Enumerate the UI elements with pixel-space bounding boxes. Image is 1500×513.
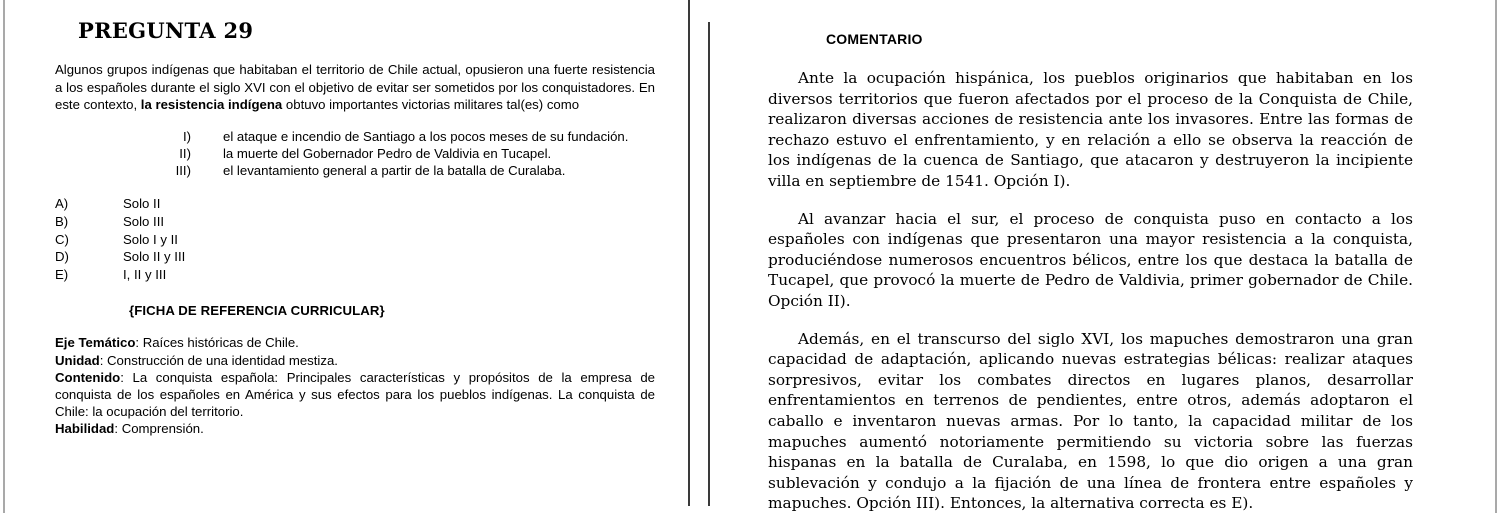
alternative-a-letter: A): [55, 196, 69, 212]
roman-option-i-text: el ataque e incendio de Santiago a los pocos meses de su fundación.: [223, 128, 629, 144]
ficha-value-unidad: Construcción de una identidad mestiza.: [107, 352, 338, 368]
ficha-body: [55, 334, 655, 437]
roman-option-iii-number: III): [175, 163, 191, 179]
commentary-paragraph-3: Además, en el transcurso del siglo XVI, los mapuches demostraron una gran capacidad de adaptación, aplicando nuevas estrategias bélicas: realizar ataques sorpresivos, evitar los combates directos en lugares planos, desarrollar enfrentamientos en terrenos de pendientes, entre otros, además adoptaron el caballo e inventaron nuevas armas. Por lo tanto, la capacidad militar de los mapuches aumentó notoriamente permitiendo su victoria sobre las fuerzas hispanas en la batalla de Curalaba, en 1598, lo que dio origen a una gran sublevación y condujo a la fijación de una línea de frontera entre españoles y mapuches. Opción III). Entonces, la alternativa correcta es E).: [768, 329, 1413, 513]
ficha-value-habilidad: Comprensión.: [121, 421, 204, 437]
ficha-sep-eje-tematico: :: [135, 335, 143, 351]
alternatives-list: [55, 195, 670, 283]
page-title: PREGUNTA 29: [78, 18, 254, 43]
ficha-sep-unidad: :: [99, 352, 108, 368]
question-stem-before: Algunos grupos indígenas que habitaban el territorio de Chile actual, opusieron una fuerte resistencia a los españoles durante el siglo XVI con el objetivo de evitar ser sometidos por los conquistadores. En este contexto,: [55, 62, 655, 113]
roman-option-ii-text: la muerte del Gobernador Pedro de Valdivia en Tucapel.: [223, 146, 552, 162]
alternative-c[interactable]: [55, 231, 670, 249]
roman-option-ii-number: II): [179, 146, 191, 162]
roman-option-ii: [55, 145, 655, 162]
alternative-e[interactable]: [55, 266, 670, 284]
ficha-label-eje-tematico: Eje Temático: [55, 335, 136, 351]
question-stem-after: obtuvo importantes victorias militares tal(es) como: [282, 97, 580, 113]
commentary-paragraph-2: Al avanzar hacia el sur, el proceso de conquista puso en contacto a los españoles con indígenas que presentaron una mayor resistencia a la conquista, produciéndose numerosos encuentros bélicos, entre los que destaca la batalla de Tucapel, que provocó la muerte de Pedro de Valdivia, primer gobernador de Chile. Opción II).: [768, 209, 1413, 310]
page-left-edge-rule: [3, 0, 5, 513]
alternative-d[interactable]: [55, 248, 670, 266]
alternative-b[interactable]: [55, 213, 670, 231]
ficha-row-eje-tematico: [55, 334, 655, 351]
alternative-a-text: Solo II: [123, 196, 161, 212]
alternative-d-letter: D): [55, 249, 69, 265]
alternative-c-text: Solo I y II: [123, 231, 178, 247]
alternative-a[interactable]: [55, 195, 670, 213]
roman-option-iii-text: el levantamiento general a partir de la batalla de Curalaba.: [223, 163, 566, 179]
page-right-edge-rule: [1495, 0, 1497, 513]
alternative-b-text: Solo III: [123, 214, 165, 230]
roman-option-list: [55, 128, 655, 180]
alternative-e-text: I, II y III: [123, 266, 167, 282]
alternative-e-letter: E): [55, 266, 69, 282]
commentary-title: COMENTARIO: [826, 31, 923, 47]
ficha-title: {FICHA DE REFERENCIA CURRICULAR}: [129, 303, 385, 319]
ficha-label-contenido: Contenido: [55, 369, 121, 385]
column-divider-inner: [708, 22, 710, 506]
alternative-d-text: Solo II y III: [123, 249, 186, 265]
question-stem-emphasis: la resistencia indígena: [140, 97, 283, 113]
roman-option-i: [55, 128, 655, 145]
ficha-row-unidad: [55, 352, 655, 369]
ficha-sep-habilidad: :: [114, 421, 122, 437]
roman-option-iii: [55, 162, 655, 179]
question-column: [55, 0, 670, 513]
ficha-value-contenido: La conquista española: Principales características y propósitos de la empresa de conquista de los españoles en América y sus efectos para los pueblos indígenas. La conquista de Chile: la ocupación del territorio.: [55, 369, 655, 420]
alternative-b-letter: B): [55, 214, 69, 230]
question-stem: [55, 61, 655, 114]
alternative-c-letter: C): [55, 231, 69, 247]
ficha-value-eje-tematico: Raíces históricas de Chile.: [142, 335, 299, 351]
ficha-label-habilidad: Habilidad: [55, 421, 115, 437]
roman-option-i-number: I): [182, 128, 191, 144]
ficha-row-habilidad: [55, 420, 655, 437]
commentary-column: [768, 0, 1413, 513]
column-divider-outer: [688, 0, 690, 506]
commentary-paragraph-1: Ante la ocupación hispánica, los pueblos originarios que habitaban en los diversos territorios que fueron afectados por el proceso de la Conquista de Chile, realizaron diversas acciones de resistencia ante los invasores. Entre las formas de rechazo estuvo el enfrentamiento, y en relación a ello se observa la reacción de los indígenas de la cuenca de Santiago, que atacaron y destruyeron la incipiente villa en septiembre de 1541. Opción I).: [768, 69, 1413, 190]
ficha-sep-contenido: :: [120, 369, 133, 385]
ficha-label-unidad: Unidad: [55, 352, 100, 368]
ficha-row-contenido: [55, 369, 655, 421]
